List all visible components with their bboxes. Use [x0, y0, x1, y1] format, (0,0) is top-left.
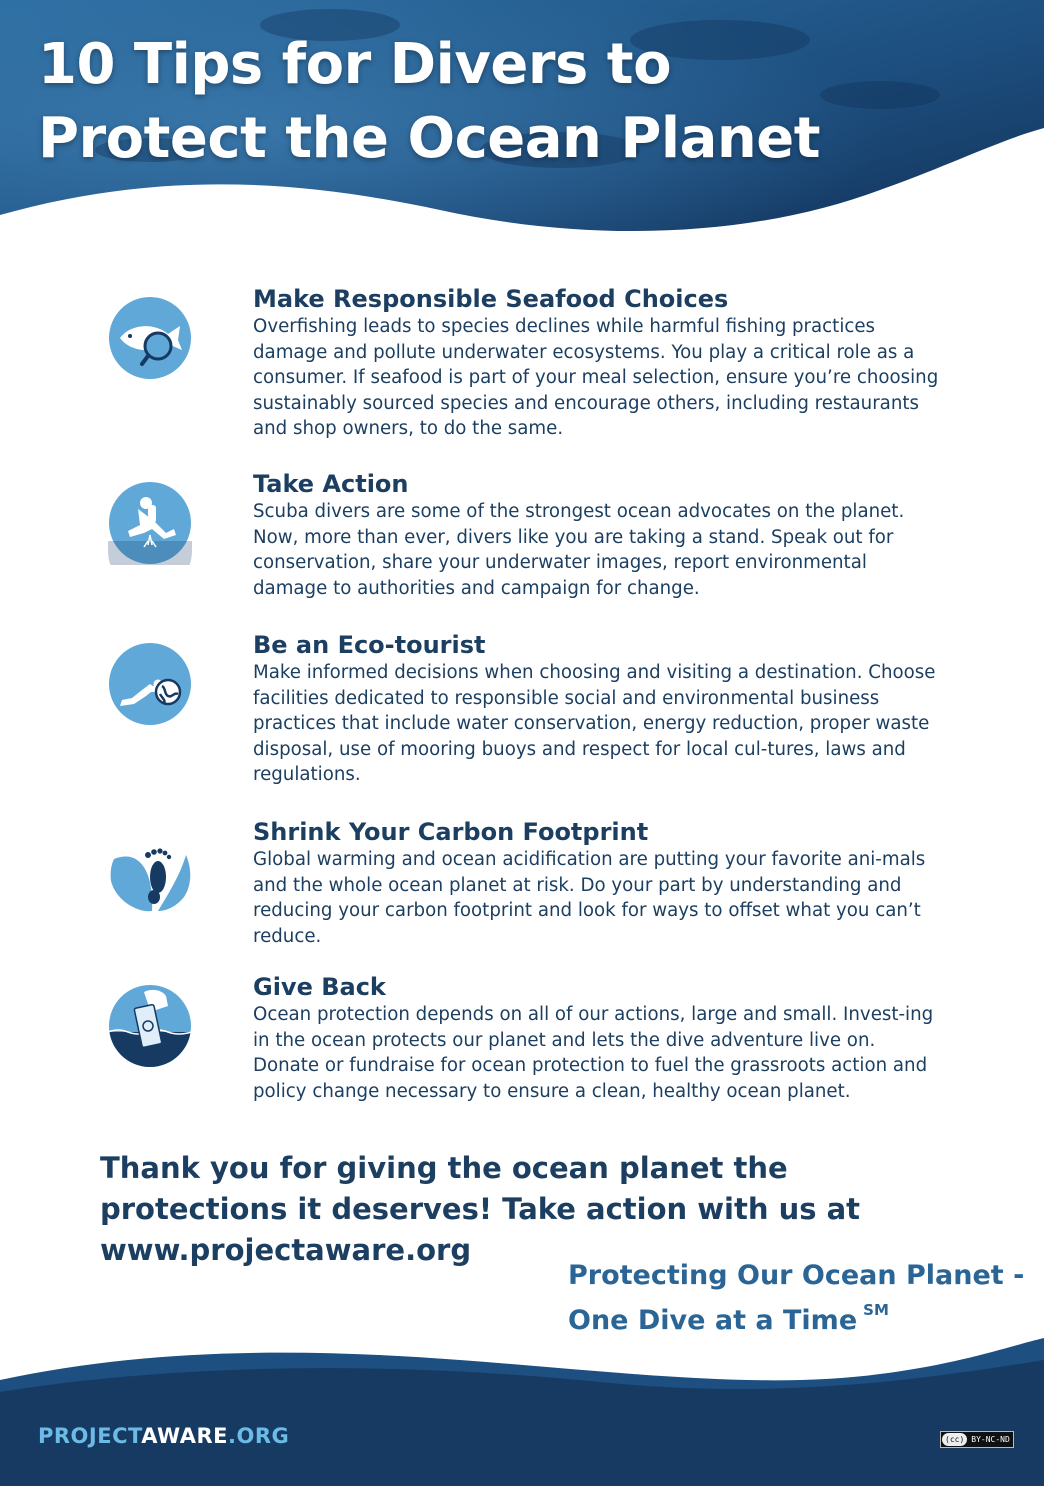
tip-body: Global warming and ocean acidification are putting your favorite ani-mals and the whole ocean planet at risk. Do your part by understanding and reducing your carbon footprint and look for ways to offset what you can’t reduce.: [253, 849, 926, 947]
thank-you-message: Thank you for giving the ocean planet the protections it deserves! Take action with us at www.projectaware.org: [100, 1151, 861, 1267]
brand-link[interactable]: [38, 1424, 289, 1448]
diver-globe-icon: [108, 642, 192, 726]
tip-body: Scuba divers are some of the strongest ocean advocates on the planet. Now, more than ever, divers like you are taking a stand. Speak out for conservation, share your underwater images, report environmental damage to authorities and campaign for change.: [253, 501, 905, 599]
service-mark: SM: [863, 1301, 889, 1319]
tip-heading: Be an Eco-tourist: [253, 631, 486, 659]
tip-body: Overfishing leads to species declines while harmful fishing practices damage and pollute underwater ecosystems. You play a critical role as a consumer. If seafood is part of your meal selection, ensure you’re choosing sustainably sourced species and encourage others, including restaurants and shop owners, to do the same.: [253, 316, 939, 440]
fish-magnifier-icon: [108, 296, 192, 380]
footer-banner: [0, 1320, 1044, 1486]
slogan-line-1: Protecting Our Ocean Planet -: [568, 1260, 1025, 1291]
brand-part-2: AWARE: [141, 1424, 228, 1448]
header-banner: [0, 0, 1044, 260]
slogan-line-2: One Dive at a Time: [568, 1305, 858, 1336]
footprint-leaf-icon: [108, 829, 192, 913]
tip-heading: Make Responsible Seafood Choices: [253, 285, 729, 313]
tip-heading: Give Back: [253, 973, 386, 1001]
diver-icon: [108, 481, 192, 565]
tip-heading: Take Action: [253, 470, 409, 498]
brand-part-3: .ORG: [228, 1424, 290, 1448]
license-text: BY-NC-ND: [971, 1435, 1010, 1444]
footer-wave: [0, 1320, 1044, 1486]
page-title: [38, 28, 938, 176]
title-line-2: Protect the Ocean Planet: [38, 106, 821, 171]
tip-body: Make informed decisions when choosing and visiting a destination. Choose facilities dedicated to responsible social and environmental business practices that include water conservation, energy reduction, proper waste disposal, use of mooring buoys and respect for local cul-tures, laws and regulations.: [253, 662, 936, 786]
title-line-1: 10 Tips for Divers to: [38, 32, 672, 97]
brand-part-1: PROJECT: [38, 1424, 142, 1448]
license-badge[interactable]: [940, 1431, 1014, 1448]
tip-heading: Shrink Your Carbon Footprint: [253, 818, 649, 846]
hand-money-icon: [108, 984, 192, 1068]
cc-icon: (cc): [942, 1433, 967, 1446]
tip-body: Ocean protection depends on all of our actions, large and small. Invest-ing in the ocean protects our planet and lets the dive adventure live on. Donate or fundraise for ocean protection to fuel the grassroots action and policy change necessary to ensure a clean, healthy ocean planet.: [253, 1004, 934, 1102]
